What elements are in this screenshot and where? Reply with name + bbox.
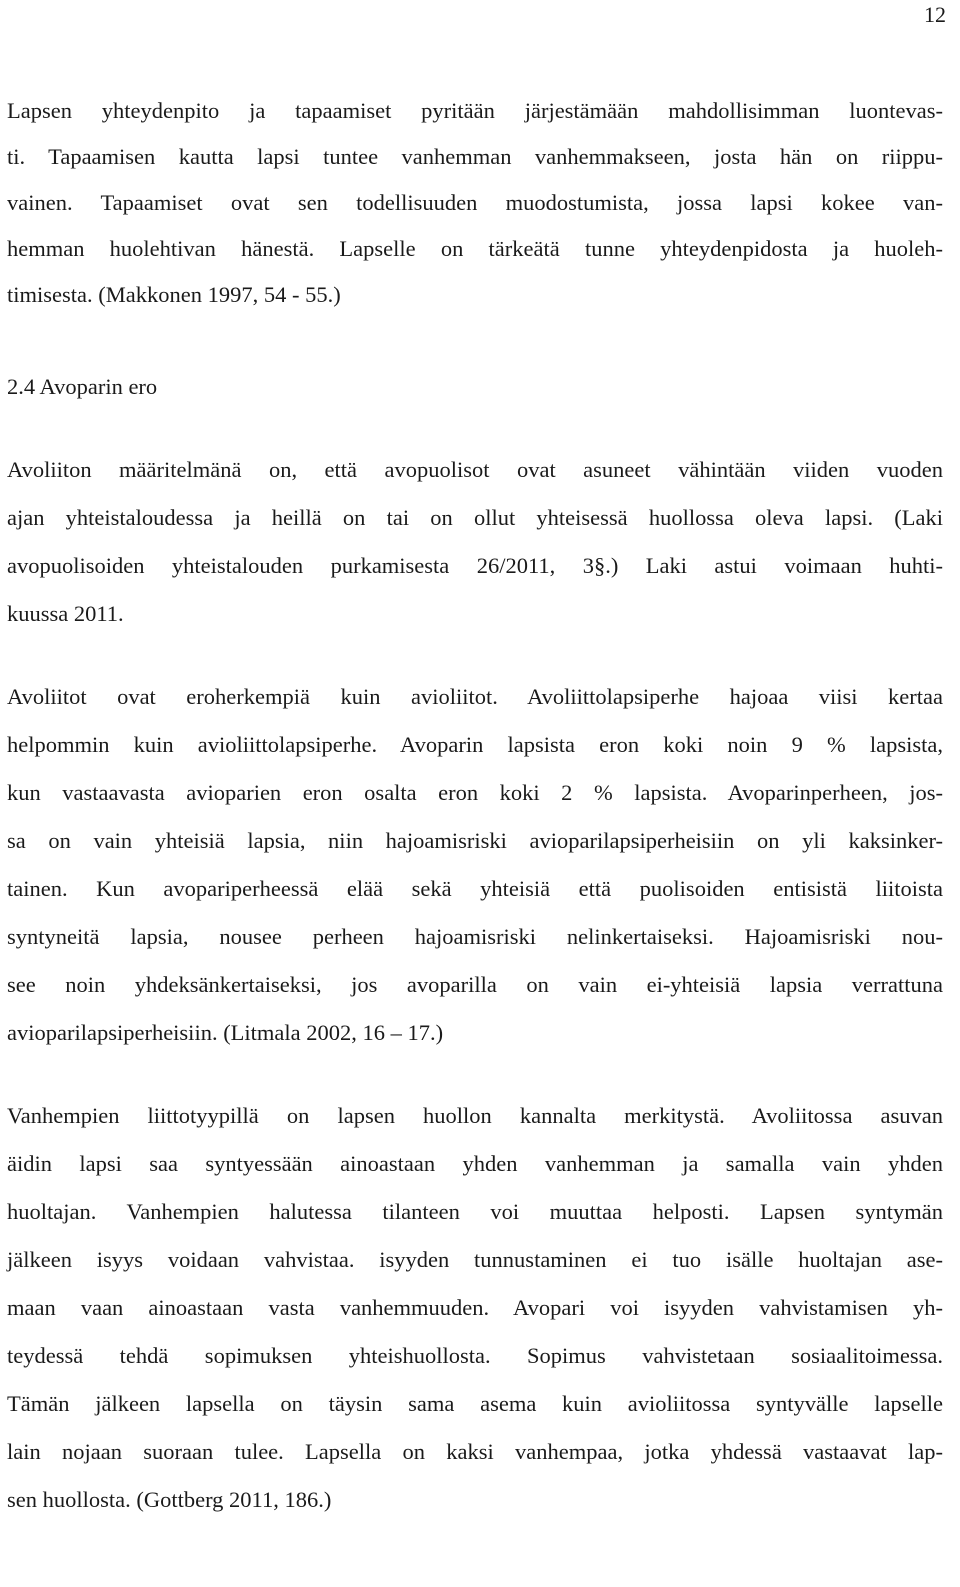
text-line: avopuolisoiden yhteistalouden purkamisesta 26/2011, 3§.) Laki astui voimaan huhti- bbox=[7, 553, 943, 578]
text-line: Tämän jälkeen lapsella on täysin sama asema kuin avioliitossa syntyvälle lapselle bbox=[7, 1391, 943, 1416]
text-line: see noin yhdeksänkertaiseksi, jos avoparilla on vain ei-yhteisiä lapsia verrattuna bbox=[7, 972, 943, 997]
text-line: Lapsen yhteydenpito ja tapaamiset pyritään järjestämään mahdollisimman luontevas- bbox=[7, 98, 943, 123]
text-line: timisesta. (Makkonen 1997, 54 - 55.) bbox=[7, 282, 341, 307]
text-line: Avoliiton määritelmänä on, että avopuolisot ovat asuneet vähintään viiden vuoden bbox=[7, 457, 943, 482]
text-line: ti. Tapaamisen kautta lapsi tuntee vanhemman vanhemmakseen, josta hän on riippu- bbox=[7, 144, 943, 169]
text-line: jälkeen isyys voidaan vahvistaa. isyyden tunnustaminen ei tuo isälle huoltajan ase- bbox=[7, 1247, 943, 1272]
text-line: vainen. Tapaamiset ovat sen todellisuuden muodostumista, jossa lapsi kokee van- bbox=[7, 190, 943, 215]
text-line: avioparilapsiperheisiin. (Litmala 2002, 16 – 17.) bbox=[7, 1020, 444, 1045]
text-line: helpommin kuin avioliittolapsiperhe. Avoparin lapsista eron koki noin 9 % lapsista, bbox=[7, 732, 943, 757]
intro-paragraph bbox=[7, 88, 943, 318]
text-line: tainen. Kun avopariperheessä elää sekä yhteisiä että puolisoiden entisistä liitoista bbox=[7, 876, 943, 901]
text-line: ajan yhteistaloudessa ja heillä on tai on ollut yhteisessä huollossa oleva lapsi. (Laki bbox=[7, 505, 943, 530]
definition-paragraph bbox=[7, 446, 943, 638]
statistics-paragraph bbox=[7, 673, 943, 1057]
text-line: sa on vain yhteisiä lapsia, niin hajoamisriski avioparilapsiperheisiin on yli kaksinker- bbox=[7, 828, 943, 853]
text-line: teydessä tehdä sopimuksen yhteishuollosta. Sopimus vahvistetaan sosiaalitoimessa. bbox=[7, 1343, 943, 1368]
text-line: hemman huolehtivan hänestä. Lapselle on tärkeätä tunne yhteydenpidosta ja huoleh- bbox=[7, 236, 943, 261]
text-line: sen huollosta. (Gottberg 2011, 186.) bbox=[7, 1487, 332, 1512]
page-number: 12 bbox=[924, 2, 946, 27]
section-heading: 2.4 Avoparin ero bbox=[7, 374, 158, 399]
text-line: lain nojaan suoraan tulee. Lapsella on kaksi vanhempaa, jotka yhdessä vastaavat lap- bbox=[7, 1439, 943, 1464]
text-line: äidin lapsi saa syntyessään ainoastaan yhden vanhemman ja samalla vain yhden bbox=[7, 1151, 943, 1176]
text-line: syntyneitä lapsia, nousee perheen hajoamisriski nelinkertaiseksi. Hajoamisriski nou- bbox=[7, 924, 943, 949]
text-line: kun vastaavasta avioparien eron osalta eron koki 2 % lapsista. Avoparinperheen, jos- bbox=[7, 780, 943, 805]
text-line: Avoliitot ovat eroherkempiä kuin avioliitot. Avoliittolapsiperhe hajoaa viisi kertaa bbox=[7, 684, 943, 709]
text-line: kuussa 2011. bbox=[7, 601, 124, 626]
document-body bbox=[7, 88, 943, 1524]
text-line: huoltajan. Vanhempien halutessa tilanteen voi muuttaa helposti. Lapsen syntymän bbox=[7, 1199, 943, 1224]
text-line: Vanhempien liittotyypillä on lapsen huollon kannalta merkitystä. Avoliitossa asuvan bbox=[7, 1103, 943, 1128]
custody-paragraph bbox=[7, 1092, 943, 1524]
text-line: maan vaan ainoastaan vasta vanhemmuuden. Avopari voi isyyden vahvistamisen yh- bbox=[7, 1295, 943, 1320]
